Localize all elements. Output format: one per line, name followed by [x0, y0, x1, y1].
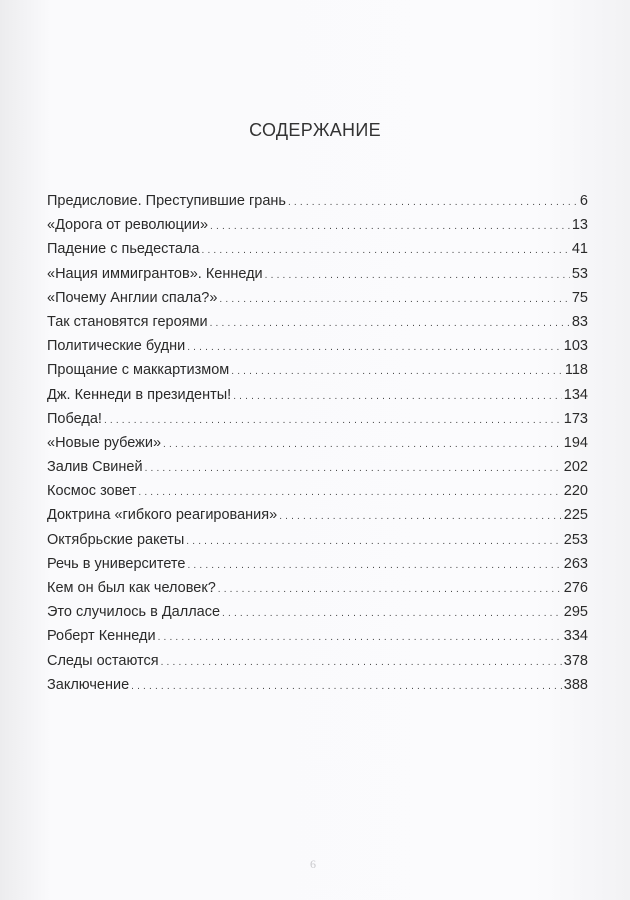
toc-entry-page: 194 [563, 434, 588, 451]
toc-entry-title: «Дорога от революции» [47, 217, 209, 234]
toc-heading: СОДЕРЖАНИЕ [249, 120, 381, 140]
dot-leader [233, 387, 562, 403]
dot-leader [265, 266, 570, 282]
toc-entry [47, 483, 588, 507]
toc-entry-title: «Новые рубежи» [47, 434, 162, 451]
toc-entry [47, 241, 588, 265]
toc-entry [47, 459, 588, 483]
toc-entry-page: 378 [563, 652, 588, 669]
toc-entry [47, 387, 588, 411]
toc-entry-page: 202 [563, 459, 588, 476]
toc-entry-title: «Почему Англии спала?» [47, 289, 218, 306]
toc-entry-title: Падение с пьедестала [47, 241, 200, 258]
toc-entry-title: Так становятся героями [47, 313, 208, 330]
dot-leader [145, 459, 562, 475]
toc-entry [47, 653, 588, 677]
toc-entry-title: Роберт Кеннеди [47, 628, 156, 645]
toc-entry-page: 276 [563, 580, 588, 596]
dot-leader [219, 290, 569, 306]
toc-entry-page: 173 [563, 410, 588, 427]
toc-entry [47, 507, 588, 531]
toc-entry [47, 556, 588, 580]
toc-entry-title: Космос зовет [47, 483, 137, 500]
toc-entry [47, 677, 588, 701]
toc-entry-title: Залив Свиней [47, 459, 143, 476]
toc-entry [47, 532, 588, 556]
toc-entry-title: Доктрина «гибкого реагирования» [47, 507, 278, 524]
dot-leader [163, 435, 562, 451]
dot-leader [131, 677, 562, 693]
toc-entry-title: Предисловие. Преступившие грань [47, 193, 286, 209]
dot-leader [210, 314, 570, 330]
dot-leader [187, 338, 562, 354]
toc-entry [47, 338, 588, 362]
dot-leader [186, 532, 562, 548]
toc-entry-title: Кем он был как человек? [47, 580, 216, 596]
page-number: 6 [310, 857, 316, 871]
toc-entry [47, 266, 588, 290]
dot-leader [279, 507, 562, 523]
toc-entry [47, 362, 588, 386]
toc-entry [47, 580, 588, 604]
dot-leader [231, 362, 563, 378]
dot-leader [222, 604, 562, 620]
toc-entry-page: 225 [563, 507, 588, 524]
table-of-contents [47, 193, 588, 701]
dot-leader [161, 653, 562, 669]
toc-entry-page: 253 [563, 531, 588, 548]
dot-leader [138, 483, 561, 499]
toc-entry-page: 334 [563, 628, 588, 645]
toc-entry [47, 314, 588, 338]
toc-entry-page: 295 [563, 604, 588, 621]
toc-entry-title: Речь в университете [47, 555, 186, 572]
toc-entry [47, 435, 588, 459]
toc-entry-page: 53 [571, 265, 588, 282]
toc-entry-page: 75 [571, 289, 588, 306]
toc-entry-title: Октябрьские ракеты [47, 531, 185, 548]
toc-entry-page: 220 [563, 483, 588, 500]
dot-leader [187, 556, 561, 572]
toc-entry-title: Прощание с маккартизмом [47, 362, 230, 379]
dot-leader [158, 628, 562, 644]
toc-entry-title: «Нация иммигрантов». Кеннеди [47, 265, 263, 282]
toc-entry-title: Победа! [47, 410, 102, 427]
toc-entry-page: 83 [571, 313, 588, 330]
toc-entry-title: Это случилось в Далласе [47, 604, 221, 621]
dot-leader [104, 411, 562, 427]
toc-entry [47, 411, 588, 435]
toc-entry-page: 6 [579, 193, 588, 209]
toc-entry-page: 41 [571, 241, 588, 258]
toc-entry-page: 103 [563, 338, 588, 355]
toc-entry-title: Следы остаются [47, 652, 159, 669]
toc-entry [47, 604, 588, 628]
toc-entry [47, 193, 588, 217]
toc-entry-title: Заключение [47, 676, 130, 693]
toc-entry-page: 388 [563, 676, 588, 693]
toc-entry [47, 628, 588, 652]
toc-entry-title: Политические будни [47, 338, 186, 355]
toc-entry [47, 290, 588, 314]
dot-leader [218, 580, 562, 596]
dot-leader [288, 193, 578, 209]
toc-entry-title: Дж. Кеннеди в президенты! [47, 386, 232, 403]
toc-entry-page: 134 [563, 386, 588, 403]
toc-entry-page: 263 [563, 555, 588, 572]
dot-leader [210, 217, 570, 233]
toc-entry [47, 217, 588, 241]
toc-entry-page: 13 [571, 217, 588, 234]
dot-leader [201, 241, 569, 257]
toc-entry-page: 118 [564, 362, 588, 379]
